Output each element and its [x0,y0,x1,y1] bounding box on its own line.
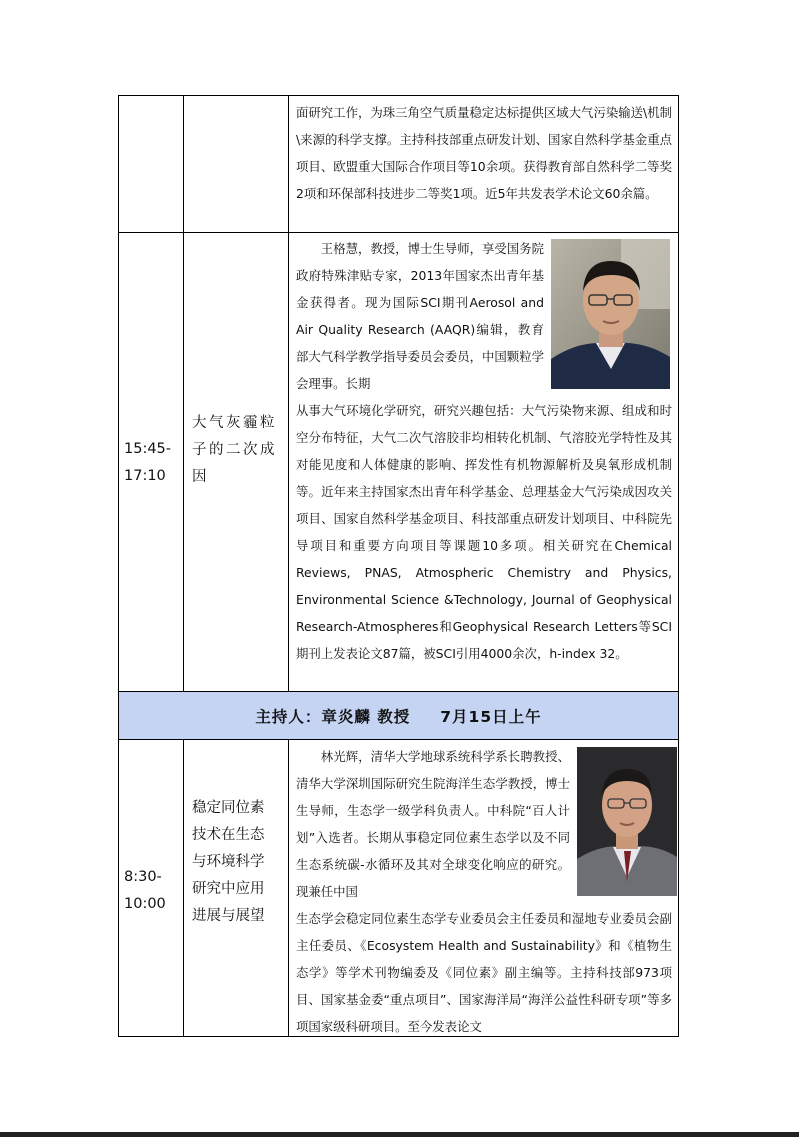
page-bottom-rule [0,1132,799,1137]
speaker-bio-lead: 王格慧，教授，博士生导师，享受国务院政府特殊津贴专家，2013年国家杰出青年基金获得者。现为国际SCI期刊Aerosol and Air Quality Research (AAQR)编辑，教育部大气科学教学指导委员会委员，中国颗粒学会理事。长期 [296,241,544,391]
topic-line: 子的二次成 [192,442,277,458]
topic-line: 大气灰霾粒 [192,415,277,431]
session-host-banner [119,692,678,739]
column-divider [288,739,289,1037]
speaker-photo [577,747,677,896]
session-host: 主持人：章炎麟 教授 [255,707,411,726]
column-divider [288,95,289,692]
session-time-end: 10:00 [124,896,166,912]
session-time [124,864,182,918]
topic-line: 技术在生态 [192,827,265,843]
table-border-right [678,95,679,692]
column-divider [183,739,184,1037]
table-border-left [118,739,119,1037]
speaker-portrait-image [577,747,677,896]
topic-line: 研究中应用 [192,881,265,897]
table-border-right [678,739,679,1037]
speaker-photo [551,239,670,389]
column-divider [183,95,184,692]
topic-line: 稳定同位素 [192,800,265,816]
row-divider [118,739,679,740]
session-topic [192,795,284,930]
row-divider [118,232,679,233]
session-time [124,436,182,490]
topic-line: 进展与展望 [192,908,265,924]
speaker-bio-lead: 林光辉，清华大学地球系统科学系长聘教授、清华大学深圳国际研究生院海洋生态学教授，博士生导师，生态学一级学科负责人。中科院“百人计划”入选者。长期从事稳定同位素生态学以及不同生态系统碳-水循环及其对全球变化响应的研究。现兼任中国 [296,749,570,899]
topic-line: 因 [192,469,209,485]
banner-border-right [678,691,679,740]
speaker-bio: 从事大气环境化学研究，研究兴趣包括：大气污染物来源、组成和时空分布特征，大气二次气溶胶非均相转化机制、气溶胶光学特性及其对能见度和人体健康的影响、挥发性有机物源解析及臭氧形成机制等。近年来主持国家杰出青年科学基金、总理基金大气污染成因攻关项目、国家自然科学基金项目、科技部重点研发计划项目、中科院先导项目和重要方向项目等课题10多项。相关研究在Chemical Reviews, PNAS, Atmospheric Chemistry and Physics, Environmental Science &Technology, Journal of Geophysical Research-Atmospheres和Geophysical Research Letters等SCI期刊上发表论文87篇，被SCI引用4000余次，h-index 32。 [296,403,672,661]
speaker-bio: 生态学会稳定同位素生态学专业委员会主任委员和湿地专业委员会副主任委员、《Ecosystem Health and Sustainability》和《植物生态学》等学术刊物编委及《同位素》副主编等。主持科技部973项目、国家基金委“重点项目”、国家海洋局“海洋公益性科研专项”等多项国家级科研项目。至今发表论文 [296,911,672,1034]
session-time-end: 17:10 [124,468,166,484]
topic-line: 与环境科学 [192,854,265,870]
session-date: 7月15日上午 [440,707,542,726]
table-border-left [118,95,119,692]
speaker-bio-continued: 面研究工作，为珠三角空气质量稳定达标提供区域大气污染输送\机制\来源的科学支撑。主持科技部重点研发计划、国家自然科学基金重点项目、欧盟重大国际合作项目等10余项。获得教育部自然科学二等奖2项和环保部科技进步二等奖1项。近5年共发表学术论文60余篇。 [296,105,672,201]
table-border-top [118,95,679,96]
session-time-start: 8:30- [124,869,162,885]
session-time-start: 15:45- [124,441,172,457]
session-topic [192,410,284,491]
speaker-portrait-image [551,239,670,389]
